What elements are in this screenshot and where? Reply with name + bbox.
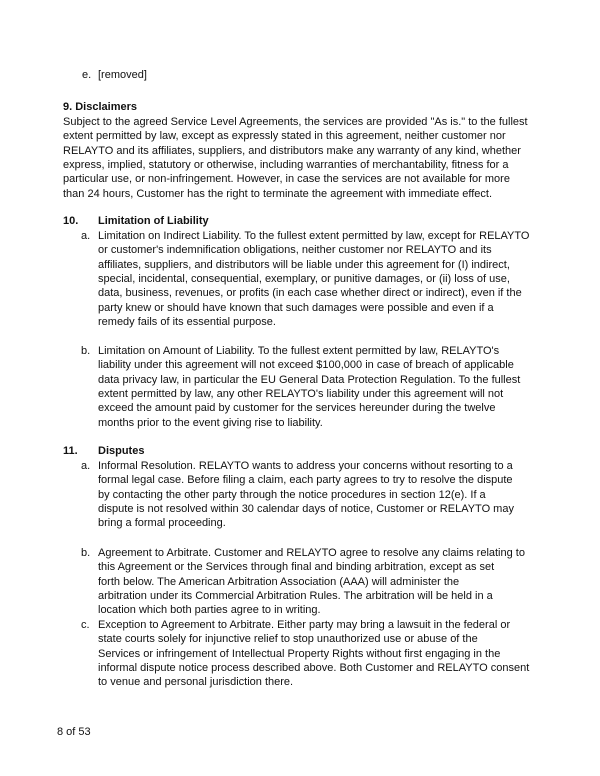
text-line: to venue and personal jurisdiction there. — [98, 676, 294, 689]
text-line: than 24 hours, Customer has the right to terminate the agreement with immediate effect. — [63, 187, 493, 200]
list-item-text: [removed] — [98, 69, 147, 81]
text-line: exceed the amount paid by customer for the services hereunder during the twelve — [98, 402, 496, 415]
list-marker: a. — [81, 230, 91, 242]
section-11-item-a — [98, 459, 514, 531]
text-line: formal legal case. Before filing a claim, each party agrees to try to resolve the dispute — [98, 474, 513, 487]
text-line: RELAYTO and its affiliates, suppliers, and distributors make any warranty of any kind, whether — [63, 144, 521, 157]
page-number: 8 of 53 — [57, 726, 91, 738]
text-line: or customer's indemnification obligations, neither customer nor RELAYTO and its — [98, 244, 492, 257]
section-10-item-b — [98, 344, 520, 430]
text-line: data, business, revenues, or profits (in each case whether direct or indirect), even if the — [98, 287, 522, 300]
list-marker: e. — [82, 69, 92, 81]
section-10-number: 10. — [63, 215, 79, 227]
text-line: arbitration under its Commercial Arbitration Rules. The arbitration will be held in a — [98, 590, 493, 603]
list-marker: a. — [81, 460, 91, 472]
text-line: bring a formal proceeding. — [98, 517, 226, 530]
section-11-heading: Disputes — [98, 445, 145, 457]
section-10-item-a — [98, 229, 529, 329]
section-11-item-b — [98, 546, 525, 618]
text-line: informal dispute notice process described above. Both Customer and RELAYTO consent — [98, 662, 530, 675]
text-line: Subject to the agreed Service Level Agreements, the services are provided "As is." to the fullest — [63, 116, 528, 128]
text-line: location which both parties agree to in writing. — [98, 604, 321, 617]
list-marker: b. — [81, 547, 91, 559]
text-line: data privacy law, in particular the EU General Data Protection Regulation. To the fullest — [98, 373, 521, 386]
text-line: this Agreement or the Services through final and binding arbitration, except as set — [98, 561, 495, 574]
text-line: by contacting the other party through the notice procedures in section 12(e). If a — [98, 488, 486, 501]
text-line: Services or infringement of Intellectual Property Rights without first engaging in the — [98, 647, 501, 660]
text-line: extent permitted by law, except as expressly stated in this agreement, neither customer nor — [63, 130, 506, 143]
text-line: Agreement to Arbitrate. Customer and RELAYTO agree to resolve any claims relating to — [98, 547, 525, 559]
text-line: state courts solely for injunctive relief to stop unauthorized use or abuse of the — [98, 633, 478, 646]
text-line: forth below. The American Arbitration Association (AAA) will administer the — [98, 575, 460, 588]
text-line: liability under this agreement will not exceed $100,000 in case of breach of applicable — [98, 359, 514, 372]
text-line: particular use, or non-infringement. However, in case the services are not available for more — [63, 173, 510, 186]
text-line: affiliates, suppliers, and distributors will be liable under this agreement for (I) indirect, — [98, 258, 510, 271]
list-marker: c. — [81, 619, 90, 631]
section-9-heading: 9. Disclaimers — [63, 101, 137, 113]
text-line: remedy fails of its essential purpose. — [98, 316, 276, 329]
text-line: Exception to Agreement to Arbitrate. Either party may bring a lawsuit in the federal or — [98, 619, 511, 631]
section-11-number: 11. — [63, 445, 78, 457]
text-line: express, implied, statutory or otherwise, including warranties of merchantability, fitness for a — [63, 159, 509, 172]
text-line: Informal Resolution. RELAYTO wants to address your concerns without resorting to a — [98, 460, 513, 472]
section-10-heading: Limitation of Liability — [98, 215, 209, 227]
text-line: dispute is not resolved within 30 calendar days of notice, Customer or RELAYTO may — [98, 503, 514, 516]
text-line: Limitation on Indirect Liability. To the fullest extent permitted by law, except for RELAYTO — [98, 230, 530, 242]
list-marker: b. — [81, 345, 91, 357]
text-line: extent permitted by law, any other RELAYTO's liability under this agreement will not — [98, 388, 504, 401]
section-9-body — [63, 115, 528, 201]
section-11-item-c — [98, 618, 529, 690]
text-line: Limitation on Amount of Liability. To the fullest extent permitted by law, RELAYTO's — [98, 345, 500, 357]
text-line: special, incidental, consequential, exemplary, or punitive damages, or (ii) loss of use, — [98, 273, 510, 286]
text-line: party knew or should have known that such damages were possible and even if a — [98, 301, 494, 314]
text-line: months prior to the event giving rise to liability. — [98, 416, 323, 429]
